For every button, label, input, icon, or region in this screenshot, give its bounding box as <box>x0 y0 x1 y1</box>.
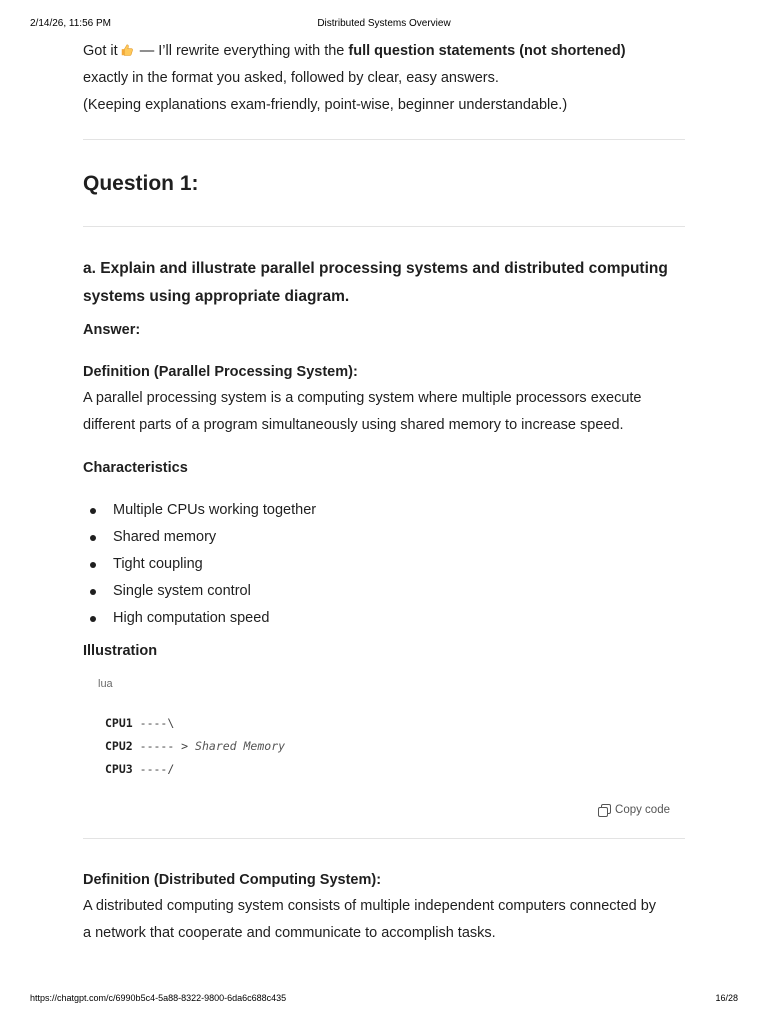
bullet-icon <box>90 616 96 622</box>
question-title: Question 1: <box>83 172 199 195</box>
def-distributed-heading: Definition (Distributed Computing System): <box>83 872 382 888</box>
page-number: 16/28 <box>715 993 738 1003</box>
code-keyword: CPU2 <box>105 739 133 753</box>
intro-mid-text: — I’ll rewrite everything with the <box>139 43 345 59</box>
list-item-text: Multiple CPUs working together <box>113 502 317 518</box>
list-item <box>83 524 685 551</box>
intro-line-2: exactly in the format you asked, followed by clear, easy answers. <box>83 70 499 86</box>
code-keyword: CPU3 <box>105 762 133 776</box>
answer-label: Answer: <box>83 322 141 338</box>
code-operator: ----/ <box>139 762 175 776</box>
message-content <box>83 38 685 947</box>
intro-line-1 <box>83 38 685 65</box>
divider <box>83 838 685 839</box>
code-operator: ----\ <box>139 716 175 730</box>
thumbs-up-icon <box>120 43 134 57</box>
characteristics-list <box>83 497 685 632</box>
code-comment: Shared Memory <box>195 739 286 753</box>
divider <box>83 139 685 140</box>
divider <box>83 226 685 227</box>
intro-block <box>83 38 685 119</box>
copy-icon <box>598 804 610 816</box>
list-item-text: Tight coupling <box>113 556 203 572</box>
code-operator: ----- > <box>139 739 189 753</box>
bullet-icon <box>90 562 96 568</box>
intro-bold-text: full question statements (not shortened) <box>348 43 626 59</box>
code-line <box>105 712 685 735</box>
bullet-icon <box>90 589 96 595</box>
def-distributed-line-1: A distributed computing system consists of multiple independent computers connected by <box>83 898 657 914</box>
list-item-text: Shared memory <box>113 529 217 545</box>
code-lines <box>105 712 685 781</box>
print-title: Distributed Systems Overview <box>317 18 451 29</box>
def-distributed-line-2: a network that cooperate and communicate to accomplish tasks. <box>83 925 496 941</box>
code-keyword: CPU1 <box>105 716 133 730</box>
sub-question-line-1: a. Explain and illustrate parallel processing systems and distributed computing <box>83 260 668 277</box>
print-footer <box>30 993 738 1005</box>
sub-question <box>83 255 685 311</box>
bullet-icon <box>90 535 96 541</box>
copy-code-button[interactable] <box>598 804 670 816</box>
list-item <box>83 605 685 632</box>
code-language-label: lua <box>98 678 113 690</box>
list-item <box>83 578 685 605</box>
list-item <box>83 497 685 524</box>
print-header <box>30 18 738 32</box>
bullet-icon <box>90 508 96 514</box>
print-date: 2/14/26, 11:56 PM <box>30 18 111 29</box>
illustration-heading: Illustration <box>83 643 158 659</box>
def-parallel-line-2: different parts of a program simultaneously using shared memory to increase speed. <box>83 417 624 433</box>
sub-question-line-2: systems using appropriate diagram. <box>83 288 350 305</box>
code-block <box>83 678 685 838</box>
intro-line-3: (Keeping explanations exam-friendly, point-wise, beginner understandable.) <box>83 97 568 113</box>
print-url: https://chatgpt.com/c/6990b5c4-5a88-8322-9800-6da6c688c435 <box>30 993 287 1003</box>
list-item-text: Single system control <box>113 583 251 599</box>
list-item <box>83 551 685 578</box>
code-line <box>105 735 685 758</box>
intro-got-it: Got it <box>83 43 118 59</box>
characteristics-heading: Characteristics <box>83 460 188 476</box>
copy-code-label: Copy code <box>615 804 670 816</box>
code-line <box>105 758 685 781</box>
def-parallel-line-1: A parallel processing system is a computing system where multiple processors execute <box>83 390 642 406</box>
def-parallel-heading: Definition (Parallel Processing System): <box>83 364 358 380</box>
list-item-text: High computation speed <box>113 610 270 626</box>
